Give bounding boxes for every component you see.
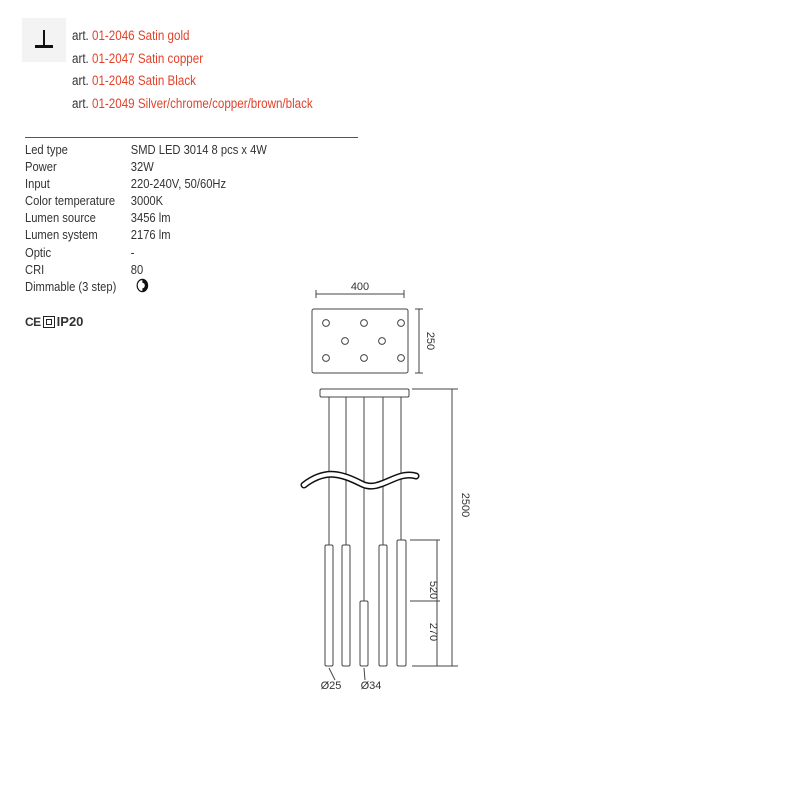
ce-mark: CE <box>25 314 41 329</box>
article-prefix: art. <box>72 28 89 43</box>
article-prefix: art. <box>72 95 89 111</box>
article-code: 01-2046 <box>92 28 135 43</box>
article-prefix: art. <box>72 50 89 66</box>
short-tube-dimension: 270 <box>427 622 439 642</box>
spec-value: - <box>130 244 135 260</box>
ip-rating: IP20 <box>56 314 84 329</box>
spec-label: Power <box>25 159 57 175</box>
spec-value: 3000K <box>130 193 164 209</box>
spec-label: Input <box>25 176 50 192</box>
spec-value: 2176 lm <box>130 227 171 243</box>
article-finish: Satin copper <box>137 50 204 66</box>
spec-label: Optic <box>25 244 52 260</box>
article-code: 01-2049 <box>92 95 135 111</box>
spec-value: 3456 lm <box>130 210 171 226</box>
spec-label: CRI <box>25 261 45 277</box>
spec-label: Led type <box>25 142 68 157</box>
small-diameter-label: Ø25 <box>320 680 342 692</box>
long-tube-dimension: 520 <box>427 580 439 600</box>
width-dimension: 400 <box>350 281 370 293</box>
spec-value: 220-240V, 50/60Hz <box>130 176 227 192</box>
spec-value: 32W <box>130 159 154 175</box>
spec-label: Lumen source <box>25 210 96 226</box>
top-view <box>312 290 423 373</box>
article-finish: Satin Black <box>137 73 196 88</box>
article-finish: Silver/chrome/copper/brown/black <box>137 95 313 111</box>
spec-value: 80 <box>130 261 144 277</box>
article-finish: Satin gold <box>137 28 190 43</box>
spec-value: SMD LED 3014 8 pcs x 4W <box>130 142 267 157</box>
spec-label: Lumen system <box>25 227 98 243</box>
large-diameter-label: Ø34 <box>360 680 382 692</box>
depth-dimension: 250 <box>424 331 436 351</box>
spec-label: Dimmable (3 step) <box>25 278 117 294</box>
article-code: 01-2048 <box>92 73 135 88</box>
article-code: 01-2047 <box>92 50 135 66</box>
height-dimension: 2500 <box>459 492 471 518</box>
spec-label: Color temperature <box>25 193 116 209</box>
article-prefix: art. <box>72 73 89 88</box>
